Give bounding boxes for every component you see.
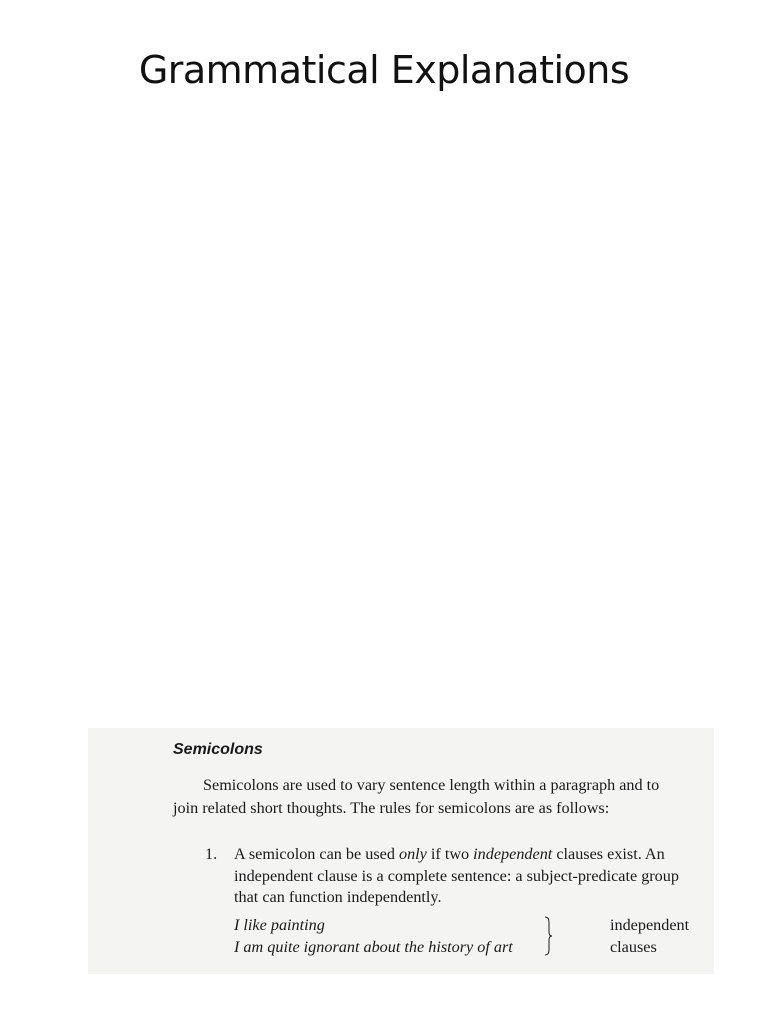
rule-number: 1.	[205, 845, 218, 863]
example-sentence: I like painting	[234, 916, 325, 934]
example-label-line: clauses	[610, 938, 657, 956]
right-brace-icon	[544, 916, 552, 956]
example-label	[610, 914, 689, 958]
intro-line: Semicolons are used to vary sentence length within a paragraph and to	[203, 776, 660, 794]
example-block	[234, 914, 710, 958]
rule-line: independent clause is a complete sentence: a subject-predicate group	[234, 866, 679, 885]
rule-text	[234, 844, 710, 909]
example-sentence: I am quite ignorant about the history of art	[234, 938, 513, 956]
rule-line: that can function independently.	[234, 888, 442, 906]
intro-paragraph	[173, 774, 706, 820]
textbook-excerpt-image	[88, 728, 714, 974]
example-label-line: independent	[610, 916, 690, 934]
emphasis-only: only	[398, 845, 427, 863]
section-heading: Semicolons	[173, 741, 263, 758]
intro-line: join related short thoughts. The rules for semicolons are as follows:	[173, 799, 610, 817]
rule-line: A semicolon can be used only if two independent clauses exist. An	[234, 845, 665, 863]
emphasis-independent: independent	[473, 845, 553, 863]
slide-title: Grammatical Explanations	[138, 48, 630, 92]
